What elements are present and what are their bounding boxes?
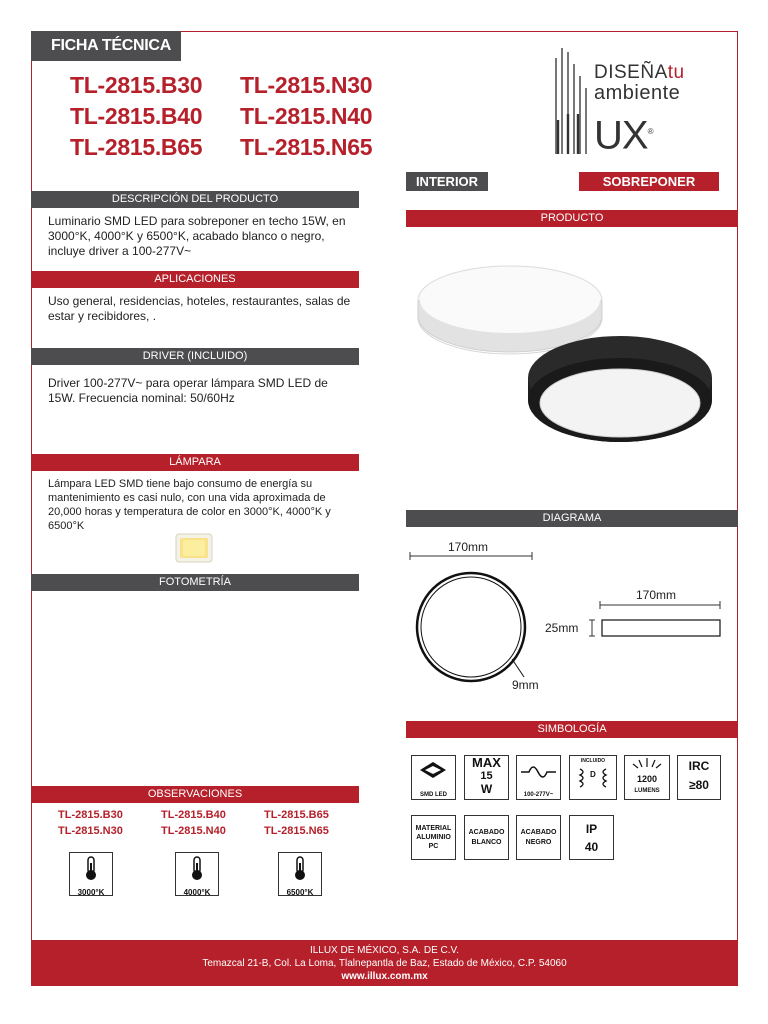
- footer-website[interactable]: www.illux.com.mx: [341, 971, 428, 982]
- descripcion-header: DESCRIPCIÓN DEL PRODUCTO: [31, 191, 359, 208]
- acabado-negro-symbol: [516, 815, 561, 860]
- irc-symbol: [677, 755, 721, 800]
- blanco-label: BLANCO: [471, 839, 502, 846]
- watt-unit: W: [480, 782, 493, 796]
- incluido-label: INCLUIDO: [580, 758, 606, 764]
- ip-value: 40: [584, 840, 599, 854]
- driver-symbol: [569, 755, 617, 800]
- voltage-symbol: [516, 755, 561, 800]
- thermometer-icon: [279, 853, 321, 883]
- aplicaciones-header: APLICACIONES: [31, 271, 359, 288]
- logo-registered: ®: [647, 127, 653, 136]
- brand-wordmark: [594, 110, 652, 157]
- model-code: TL-2815.B40: [70, 103, 203, 129]
- model-code: TL-2815.N30: [240, 72, 373, 98]
- observaciones-header: OBSERVACIONES: [31, 786, 359, 803]
- models-right: [240, 70, 410, 163]
- material-symbol: [411, 815, 456, 860]
- temp-label: 4000°K: [183, 888, 211, 897]
- logo-word: UX: [594, 113, 648, 158]
- frame-label: 9mm: [512, 678, 539, 692]
- smd-led-symbol: [411, 755, 456, 800]
- driver-header: DRIVER (INCLUIDO): [31, 348, 359, 365]
- wattage-symbol: [464, 755, 509, 800]
- brand-tagline-line2: ambiente: [594, 82, 681, 104]
- max-label: MAX: [472, 755, 501, 770]
- dimension-diagram: [406, 535, 731, 695]
- material-value-2: PC: [428, 843, 439, 850]
- brand-tagline-line1: [594, 62, 685, 84]
- model-code: TL-2815.N65: [240, 134, 373, 160]
- material-value: ALUMINIO: [416, 834, 451, 841]
- temp-4000-badge: [175, 852, 219, 896]
- irc-label: IRC: [688, 759, 710, 773]
- lampara-header: LÁMPARA: [31, 454, 359, 471]
- tagline-word: DISEÑA: [594, 62, 668, 83]
- diameter-label: 170mm: [448, 540, 489, 554]
- lumens-value: 1200: [636, 774, 658, 784]
- obs-code: TL-2815.N65: [264, 825, 329, 837]
- driver-d-label: D: [590, 770, 596, 779]
- aplicaciones-text: Uso general, residencias, hoteles, restaurantes, salas de estar y recibidores, .: [48, 294, 351, 323]
- observaciones-codes: [58, 807, 358, 841]
- voltage-label: 100-277V~: [523, 792, 554, 798]
- length-label: 170mm: [636, 588, 677, 602]
- watts-value: 15: [480, 770, 493, 782]
- light-rays-icon: [625, 757, 669, 769]
- negro-label: NEGRO: [525, 839, 552, 846]
- driver-text: Driver 100-277V~ para operar lámpara SMD LED de 15W. Frecuencia nominal: 50/60Hz: [48, 376, 328, 405]
- footer-address: Temazcal 21-B, Col. La Loma, Tlalnepantla de Baz, Estado de México, C.P. 54060: [202, 958, 567, 969]
- models-left: [70, 70, 240, 163]
- ficha-tecnica-tab: FICHA TÉCNICA: [31, 31, 181, 61]
- thermometer-icon: [70, 853, 112, 883]
- obs-code: TL-2815.N40: [161, 825, 226, 837]
- footer: [31, 940, 738, 986]
- temp-label: 6500°K: [286, 888, 314, 897]
- sobreponer-tag: SOBREPONER: [579, 172, 719, 191]
- model-code: TL-2815.N40: [240, 103, 373, 129]
- obs-code: TL-2815.N30: [58, 825, 123, 837]
- irc-value: ≥80: [689, 778, 709, 792]
- obs-code: TL-2815.B30: [58, 809, 123, 821]
- temp-label: 3000°K: [77, 888, 105, 897]
- temp-3000-badge: [69, 852, 113, 896]
- material-label: MATERIAL: [415, 825, 452, 832]
- sine-wave-icon: [517, 756, 560, 786]
- lampara-text: Lámpara LED SMD tiene bajo consumo de energía su mantenimiento es casi nulo, con una vida aproximada de 20,000 horas y temperatura de color en 3000°K, 4000°K y 6500°K: [48, 478, 331, 532]
- producto-header: PRODUCTO: [406, 210, 738, 227]
- ip-label: IP: [585, 822, 598, 836]
- obs-code: TL-2815.B65: [264, 809, 329, 821]
- lumens-symbol: [624, 755, 670, 800]
- model-code: TL-2815.B65: [70, 134, 203, 160]
- tagline-tu: tu: [667, 62, 685, 83]
- led-chip-icon: [412, 756, 455, 786]
- brand-logo: [550, 42, 730, 162]
- fotometria-header: FOTOMETRÍA: [31, 574, 359, 591]
- diagrama-header: DIAGRAMA: [406, 510, 738, 527]
- footer-company: ILLUX DE MÉXICO, S.A. DE C.V.: [309, 945, 460, 956]
- diagram-drawing: [406, 535, 731, 695]
- acabado-label: ACABADO: [468, 829, 505, 836]
- acabado-blanco-symbol: [464, 815, 509, 860]
- smd-led-label: SMD LED: [420, 792, 447, 798]
- height-label: 25mm: [545, 621, 579, 635]
- ip-symbol: [569, 815, 614, 860]
- obs-code: TL-2815.B40: [161, 809, 226, 821]
- ceiling-light-icon: [410, 260, 730, 470]
- product-image: [410, 260, 730, 470]
- lumens-label: LUMENS: [634, 788, 660, 794]
- model-code: TL-2815.B30: [70, 72, 203, 98]
- interior-tag: INTERIOR: [406, 172, 488, 191]
- thermometer-icon: [176, 853, 218, 883]
- temp-6500-badge: [278, 852, 322, 896]
- led-chip-icon: [170, 530, 218, 566]
- simbologia-header: SIMBOLOGÍA: [406, 721, 738, 738]
- acabado-label: ACABADO: [520, 829, 557, 836]
- descripcion-text: Luminario SMD LED para sobreponer en techo 15W, en 3000°K, 4000°K y 6500°K, acabado blanco o negro, incluye driver a 100-277V~: [48, 214, 346, 258]
- smd-chip-image: [170, 530, 218, 566]
